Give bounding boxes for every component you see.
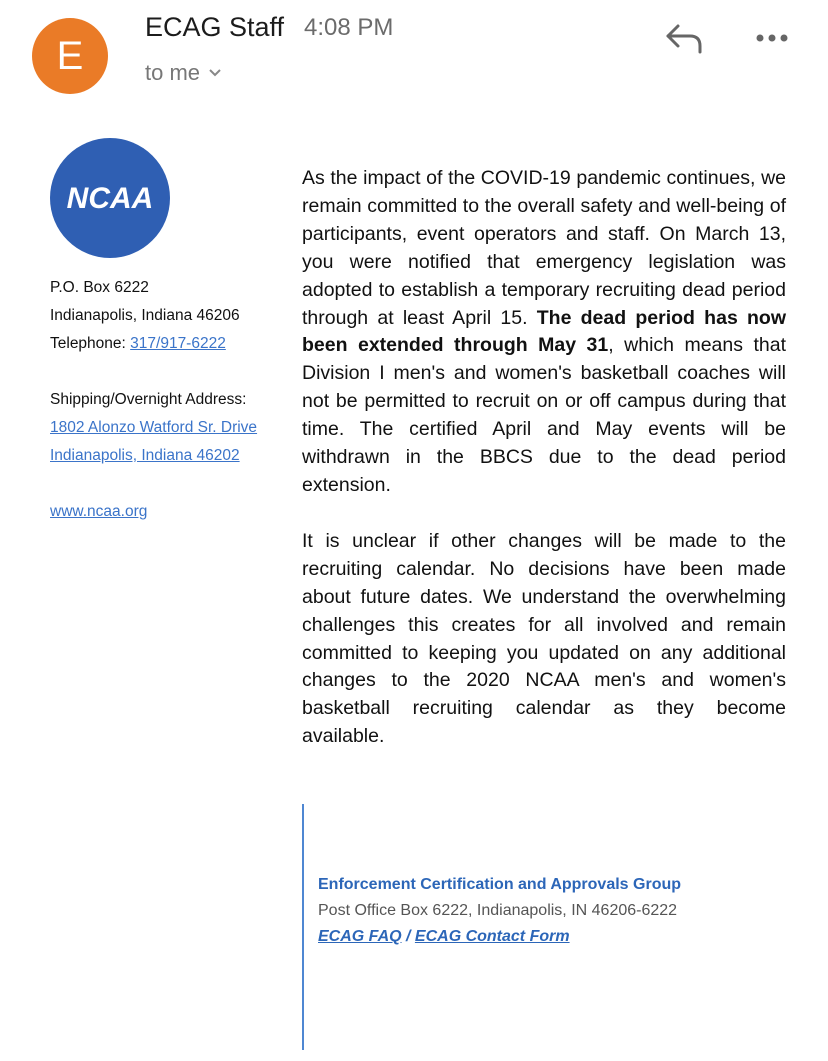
message-body xyxy=(302,165,786,779)
recipient-label: to me xyxy=(145,60,201,85)
p1-bold: The dead period has now been extended through May 31 xyxy=(302,306,787,357)
shipping-street-link[interactable]: 1802 Alonzo Watford Sr. Drive xyxy=(50,419,258,436)
ecag-contact-form-link[interactable]: ECAG Contact Form xyxy=(414,928,570,945)
sender-avatar[interactable]: E xyxy=(32,18,108,94)
telephone-link[interactable]: 317/917-6222 xyxy=(130,335,226,352)
ncaa-logo xyxy=(50,138,170,258)
shipping-city-link[interactable]: Indianapolis, Indiana 46202 xyxy=(50,447,240,464)
telephone-label: Telephone: xyxy=(50,335,131,352)
p1-part1: As the impact of the COVID-19 pandemic continues, we remain committed to the overall safety and well-being of participants, event operators and staff. On March 13, you were notified that emergency legislation was adopted to establish a temporary recruiting dead period through at least April 15. xyxy=(302,167,786,329)
signature-links xyxy=(318,924,681,950)
email-header xyxy=(0,0,828,110)
ecag-faq-link[interactable]: ECAG FAQ xyxy=(318,928,402,945)
contact-column xyxy=(50,274,290,526)
shipping-label: Shipping/Overnight Address: xyxy=(50,391,247,408)
p1-part2: , which means that Division I men's and women's basketball coaches will not be permitted to recruit on or off campus during that time. The certified April and May events will be withdrawn in the BBCS due to the dead period extension. xyxy=(302,334,786,496)
chevron-down-icon xyxy=(208,68,222,78)
recipient-toggle[interactable] xyxy=(145,60,222,86)
city-line: Indianapolis, Indiana 46206 xyxy=(50,307,240,324)
telephone-line xyxy=(50,330,290,358)
message-time: 4:08 PM xyxy=(304,14,394,41)
signature-address: Post Office Box 6222, Indianapolis, IN 46206-6222 xyxy=(318,902,678,919)
signature xyxy=(318,872,681,950)
signature-divider xyxy=(302,804,304,1050)
sender-name[interactable]: ECAG Staff xyxy=(145,12,285,42)
link-separator: / xyxy=(401,928,415,945)
more-icon[interactable] xyxy=(752,28,792,48)
po-box: P.O. Box 6222 xyxy=(50,279,149,296)
paragraph-1 xyxy=(302,165,786,500)
website-link[interactable]: www.ncaa.org xyxy=(50,503,148,520)
reply-icon[interactable] xyxy=(664,22,704,56)
signature-group: Enforcement Certification and Approvals Group xyxy=(318,876,682,893)
ncaa-logo-text: NCAA xyxy=(66,182,154,215)
paragraph-2: It is unclear if other changes will be made to the recruiting calendar. No decisions have been made about future dates. We understand the overwhelming challenges this creates for all involved and remain committed to keeping you updated on any additional changes to the 2020 NCAA men's and women's basketball recruiting calendar as they become available. xyxy=(302,529,786,748)
